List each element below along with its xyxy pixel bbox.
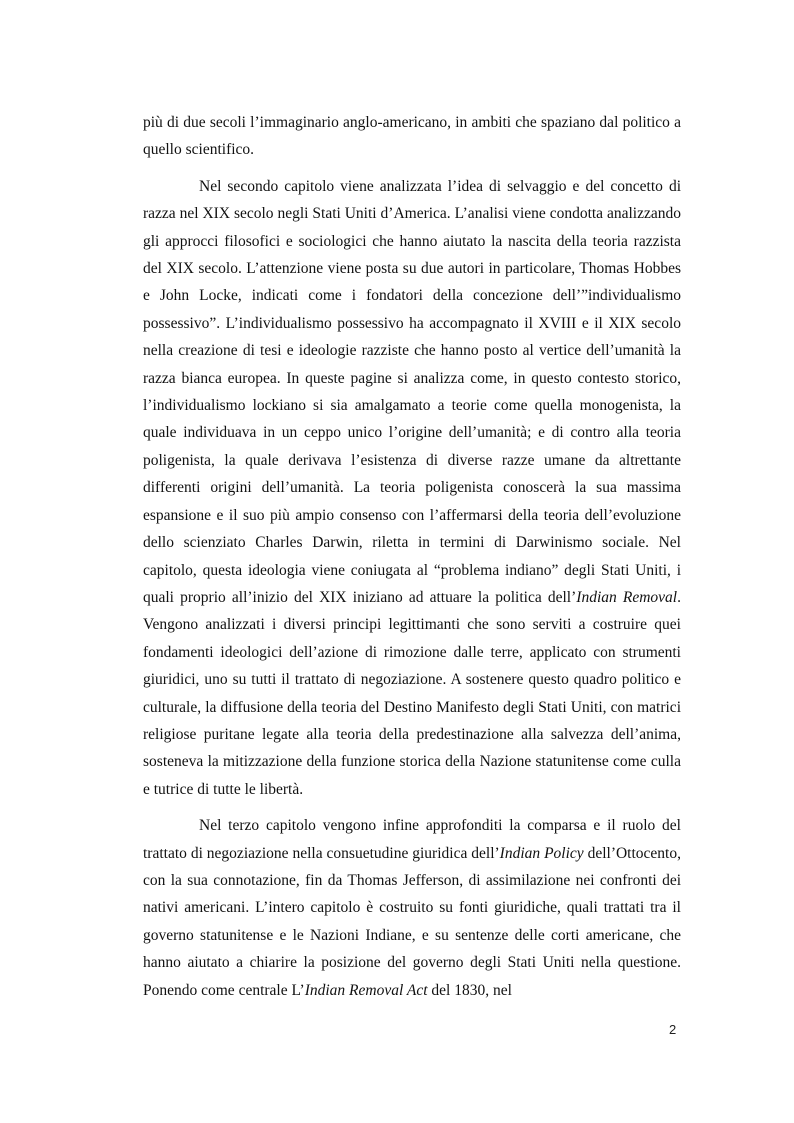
paragraph-2-text-b: . Vengono analizzati i diversi principi legittimanti che sono serviti a costruire quei fondamenti ideologici dell’azione di rimozione dalle terre, applicato con strumenti giuridici, uno su tutti il trattato di negoziazione. A sostenere questo quadro politico e culturale, la diffusione della teoria del Destino Manifesto degli Stati Uniti, con matrici religiose puritane legate alla teoria della predestinazione alla salvezza dell’anima, sosteneva la mitizzazione della funzione storica della Nazione statunitense come culla e tutrice di tutte le libertà. <box>143 588 681 798</box>
paragraph-3-text-c: del 1830, nel <box>427 981 512 999</box>
paragraph-chapter-two <box>143 173 681 803</box>
paragraph-2-italic-indian-removal: Indian Removal <box>576 588 678 606</box>
paragraph-chapter-three <box>143 812 681 1004</box>
document-body <box>143 109 681 1004</box>
paragraph-continuation <box>143 109 681 164</box>
paragraph-1-text: più di due secoli l’immaginario anglo-americano, in ambiti che spaziano dal politico a quello scientifico. <box>143 114 681 159</box>
paragraph-3-italic-indian-removal-act: Indian Removal Act <box>304 981 428 999</box>
paragraph-3-text-b: dell’Ottocento, con la sua connotazione, fin da Thomas Jefferson, di assimilazione nei confronti dei nativi americani. L’intero capitolo è costruito su fonti giuridiche, quali trattati tra il governo statunitense e le Nazioni Indiane, e su sentenze delle corti americane, che hanno aiutato a chiarire la posizione del governo degli Stati Uniti nella questione. Ponendo come centrale L’ <box>143 844 681 999</box>
paragraph-3-text-a: Nel terzo capitolo vengono infine approfonditi la comparsa e il ruolo del trattato di negoziazione nella consuetudine giuridica dell’ <box>143 817 681 862</box>
paragraph-2-text-a: Nel secondo capitolo viene analizzata l’idea di selvaggio e del concetto di razza nel XIX secolo negli Stati Uniti d’America. L’analisi viene condotta analizzando gli approcci filosofici e sociologici che hanno aiutato la nascita della teoria razzista del XIX secolo. L’attenzione viene posta su due autori in particolare, Thomas Hobbes e John Locke, indicati come i fondatori della concezione dell’”individualismo possessivo”. L’individualismo possessivo ha accompagnato il XVIII e il XIX secolo nella creazione di tesi e ideologie razziste che hanno posto al vertice dell’umanità la razza bianca europea. In queste pagine si analizza come, in questo contesto storico, l’individualismo lockiano si sia amalgamato a teorie come quella monogenista, la quale individuava in un ceppo unico l’origine dell’umanità; e di contro alla teoria poligenista, la quale derivava l’esistenza di diverse razze umane da altrettante differenti origini dell’umanità. La teoria poligenista conoscerà la sua massima espansione e il suo più ampio consenso con l’affermarsi della teoria dell’evoluzione dello scienziato Charles Darwin, riletta in termini di Darwinismo sociale. Nel capitolo, questa ideologia viene coniugata al “problema indiano” degli Stati Uniti, i quali proprio all’inizio del XIX iniziano ad attuare la politica dell’ <box>143 177 681 606</box>
paragraph-3-italic-indian-policy: Indian Policy <box>499 844 584 862</box>
page-number: 2 <box>669 1022 677 1037</box>
